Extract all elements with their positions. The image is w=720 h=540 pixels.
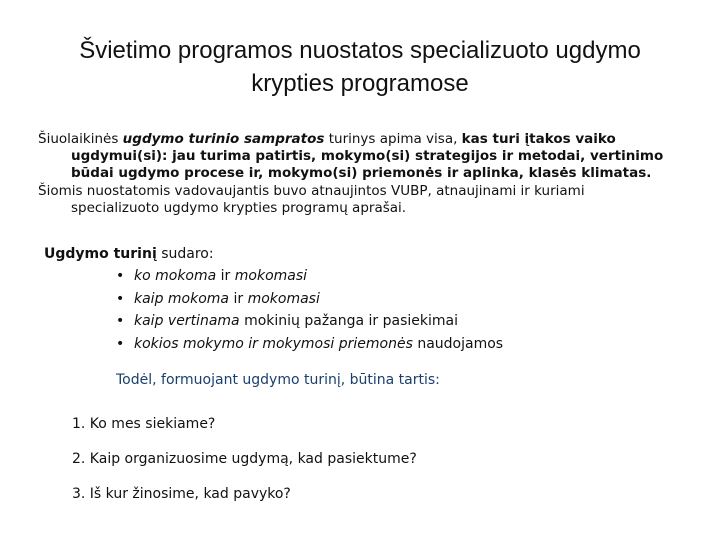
bullet-plain: mokinių pažanga ir pasiekimai	[239, 313, 459, 329]
list-item	[116, 310, 503, 333]
content-bullet-list	[116, 265, 503, 355]
p2-line2: specializuoto ugdymo krypties programų aprašai.	[71, 200, 407, 216]
question-2: 2. Kaip organizuosime ugdymą, kad pasiektume?	[72, 451, 417, 467]
paragraph-curriculum-concept	[38, 131, 690, 182]
title-line-1: Švietimo programos nuostatos specializuoto ugdymo	[79, 37, 641, 64]
bullet-italic: ko mokoma	[134, 268, 217, 284]
bullet-dot: •	[116, 268, 125, 284]
intro-bold: Ugdymo turinį	[44, 246, 157, 262]
bullet-plain: naudojamos	[412, 335, 504, 352]
bullet-italic-2: mokomasi	[247, 290, 320, 307]
p1-rest2: ugdymui(si): jau turima patirtis, mokymo(si) strategijos ir metodai, vertinimo	[71, 148, 664, 164]
question-3: 3. Iš kur žinosime, kad pavyko?	[72, 486, 291, 502]
question-1: 1. Ko mes siekiame?	[72, 416, 216, 432]
bullet-italic: kaip vertinama	[134, 313, 240, 329]
p1-rest3: būdai ugdymo procese ir, mokymo(si) priemonės ir aplinka, klasės klimatas.	[71, 165, 652, 181]
paragraph-vubp	[38, 183, 690, 217]
list-item	[116, 333, 503, 356]
p1-rest1: kas turi įtakos vaiko	[461, 131, 616, 147]
p1-mid: turinys apima visa,	[324, 131, 462, 147]
bullet-plain: ir	[229, 290, 248, 307]
title-line-2: krypties programose	[251, 70, 469, 97]
bullet-italic: kokios mokymo ir mokymosi priemonės	[134, 335, 413, 352]
p2-line1: Šiomis nuostatomis vadovaujantis buvo atnaujintos VUBP, atnaujinami ir kuriami	[38, 183, 585, 199]
list-item	[116, 288, 503, 311]
intro-rest: sudaro:	[156, 246, 214, 262]
conclusion-text: Todėl, formuojant ugdymo turinį, būtina tartis:	[116, 372, 440, 388]
bullet-dot: •	[116, 335, 125, 352]
bullet-dot: •	[116, 313, 125, 329]
list-item	[116, 265, 503, 288]
bullet-dot: •	[116, 290, 125, 307]
content-intro	[44, 243, 214, 265]
p1-pre: Šiuolaikinės	[38, 131, 123, 147]
bullet-plain: ir	[216, 268, 235, 284]
slide-title	[30, 34, 690, 100]
bullet-italic: kaip mokoma	[134, 290, 230, 307]
p1-italic: ugdymo turinio sampratos	[122, 131, 325, 147]
bullet-italic-2: mokomasi	[234, 268, 308, 284]
